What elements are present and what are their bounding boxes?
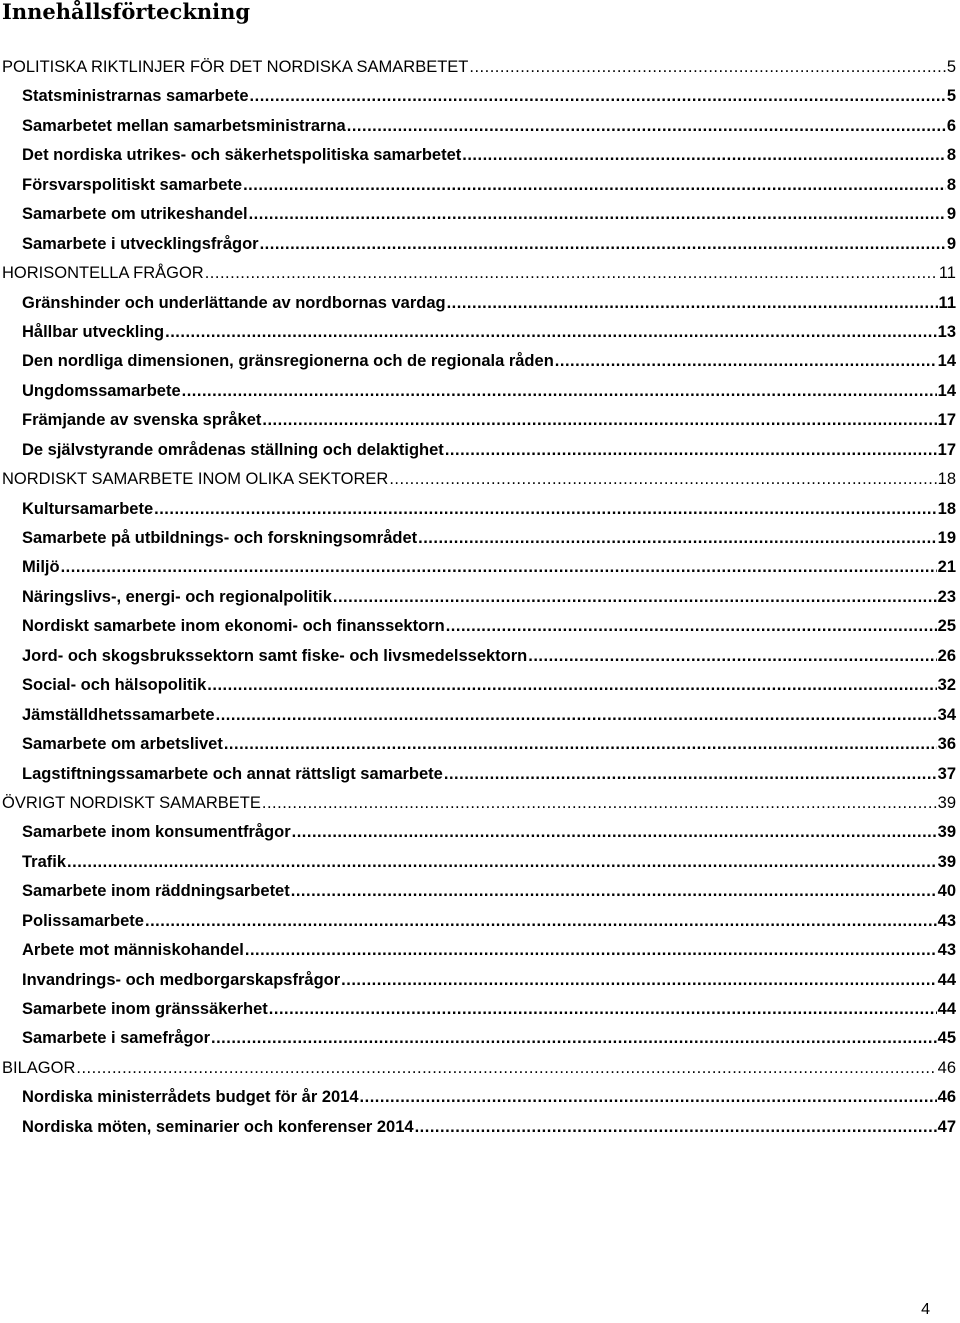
toc-entry-label: Jämställdhetssamarbete bbox=[22, 705, 215, 724]
toc-subsection-entry[interactable] bbox=[0, 436, 960, 465]
dot-leader bbox=[245, 936, 937, 965]
toc-entry-label: Samarbete på utbildnings- och forskningsområdet bbox=[22, 529, 418, 547]
dot-leader bbox=[145, 907, 937, 936]
toc-entry-label: Trafik bbox=[22, 852, 67, 871]
toc-entry-page-number: 5 bbox=[946, 58, 956, 76]
toc-section-entry[interactable] bbox=[0, 53, 960, 82]
toc-entry-label: POLITISKA RIKTLINJER FÖR DET NORDISKA SAMARBETET bbox=[2, 58, 469, 76]
toc-entry-page-number: 25 bbox=[937, 617, 956, 636]
toc-section-entry[interactable] bbox=[0, 1054, 960, 1083]
toc-entry-page-number: 6 bbox=[946, 116, 956, 135]
toc-subsection-entry[interactable] bbox=[0, 406, 960, 435]
toc-entry-page-number: 37 bbox=[937, 764, 956, 783]
toc-subsection-entry[interactable] bbox=[0, 1083, 960, 1112]
toc-entry-label: Samarbete om arbetslivet bbox=[22, 735, 223, 754]
toc-subsection-entry[interactable] bbox=[0, 995, 960, 1024]
toc-entry-page-number: 23 bbox=[937, 587, 956, 606]
dot-leader bbox=[446, 612, 937, 641]
toc-entry-page-number: 14 bbox=[937, 352, 956, 371]
toc-entry-page-number: 14 bbox=[937, 381, 956, 400]
dot-leader bbox=[205, 259, 938, 288]
toc-subsection-entry[interactable] bbox=[0, 907, 960, 936]
toc-subsection-entry[interactable] bbox=[0, 82, 960, 111]
dot-leader bbox=[250, 82, 946, 111]
toc-entry-page-number: 47 bbox=[937, 1117, 956, 1136]
toc-entry-label: Samarbete i utvecklingsfrågor bbox=[22, 234, 259, 253]
toc-entry-page-number: 21 bbox=[937, 558, 956, 577]
toc-entry-page-number: 40 bbox=[937, 882, 956, 901]
toc-entry-page-number: 13 bbox=[937, 322, 956, 341]
toc-entry-label: Näringslivs-, energi- och regionalpolitik bbox=[22, 587, 332, 606]
toc-entry-label: Polissamarbete bbox=[22, 911, 144, 930]
toc-entry-label: NORDISKT SAMARBETE INOM OLIKA SEKTORER bbox=[2, 470, 389, 489]
dot-leader bbox=[224, 730, 937, 759]
toc-entry-page-number: 39 bbox=[937, 793, 956, 812]
toc-entry-page-number: 19 bbox=[937, 529, 956, 547]
toc-subsection-entry[interactable] bbox=[0, 877, 960, 906]
toc-entry-page-number: 43 bbox=[937, 911, 956, 930]
dot-leader bbox=[418, 524, 937, 553]
toc-subsection-entry[interactable] bbox=[0, 289, 960, 318]
dot-leader bbox=[292, 818, 937, 847]
toc-entry-label: Kultursamarbete bbox=[22, 499, 154, 518]
toc-entry-page-number: 11 bbox=[938, 264, 956, 283]
toc-subsection-entry[interactable] bbox=[0, 936, 960, 965]
toc-entry-page-number: 17 bbox=[937, 440, 956, 459]
toc-entry-page-number: 44 bbox=[937, 970, 956, 989]
toc-subsection-entry[interactable] bbox=[0, 1024, 960, 1053]
dot-leader bbox=[262, 406, 936, 435]
toc-entry-label: BILAGOR bbox=[2, 1058, 76, 1077]
toc-section-entry[interactable] bbox=[0, 259, 960, 288]
toc-entry-label: HORISONTELLA FRÅGOR bbox=[2, 264, 204, 283]
toc-entry-label: ÖVRIGT NORDISKT SAMARBETE bbox=[2, 793, 261, 812]
toc-subsection-entry[interactable] bbox=[0, 642, 960, 671]
toc-subsection-entry[interactable] bbox=[0, 495, 960, 524]
toc-entry-page-number: 8 bbox=[946, 146, 956, 165]
toc-entry-label: Arbete mot människohandel bbox=[22, 941, 244, 960]
dot-leader bbox=[291, 877, 937, 906]
toc-entry-page-number: 11 bbox=[938, 293, 956, 312]
toc-subsection-entry[interactable] bbox=[0, 524, 960, 553]
toc-entry-page-number: 46 bbox=[937, 1088, 956, 1107]
dot-leader bbox=[389, 465, 936, 494]
dot-leader bbox=[76, 1054, 936, 1083]
dot-leader bbox=[444, 760, 937, 789]
toc-section-entry[interactable] bbox=[0, 465, 960, 494]
toc-entry-label: Det nordiska utrikes- och säkerhetspolitiska samarbetet bbox=[22, 146, 462, 165]
dot-leader bbox=[260, 230, 946, 259]
dot-leader bbox=[347, 112, 946, 141]
dot-leader bbox=[154, 495, 937, 524]
toc-entry-page-number: 8 bbox=[946, 175, 956, 194]
toc-entry-page-number: 18 bbox=[937, 470, 956, 489]
dot-leader bbox=[216, 701, 937, 730]
toc-entry-label: Samarbete om utrikeshandel bbox=[22, 205, 248, 224]
toc-entry-page-number: 39 bbox=[937, 852, 956, 871]
dot-leader bbox=[249, 200, 946, 229]
toc-entry-page-number: 44 bbox=[937, 1000, 956, 1018]
dot-leader bbox=[182, 377, 937, 406]
toc-entry-label: Samarbetet mellan samarbetsministrarna bbox=[22, 116, 346, 135]
toc-entry-page-number: 43 bbox=[937, 941, 956, 960]
toc-subsection-entry[interactable] bbox=[0, 1113, 960, 1142]
toc-entry-page-number: 45 bbox=[937, 1029, 956, 1048]
toc-entry-label: Försvarspolitiskt samarbete bbox=[22, 175, 243, 194]
toc-entry-label: Samarbete inom konsumentfrågor bbox=[22, 823, 291, 842]
toc-entry-label: Nordiskt samarbete inom ekonomi- och finanssektorn bbox=[22, 617, 445, 636]
toc-subsection-entry[interactable] bbox=[0, 230, 960, 259]
toc-subsection-entry[interactable] bbox=[0, 171, 960, 200]
toc-subsection-entry[interactable] bbox=[0, 671, 960, 700]
toc-entry-label: Invandrings- och medborgarskapsfrågor bbox=[22, 970, 341, 989]
table-of-contents bbox=[0, 53, 960, 1142]
toc-entry-page-number: 9 bbox=[946, 205, 956, 224]
toc-entry-label: Social- och hälsopolitik bbox=[22, 676, 207, 695]
toc-entry-page-number: 46 bbox=[937, 1058, 956, 1077]
dot-leader bbox=[469, 53, 945, 82]
toc-entry-page-number: 36 bbox=[937, 735, 956, 754]
toc-entry-label: De självstyrande områdenas ställning och delaktighet bbox=[22, 440, 444, 459]
toc-entry-label: Jord- och skogsbrukssektorn samt fiske- och livsmedelssektorn bbox=[22, 646, 528, 665]
toc-subsection-entry[interactable] bbox=[0, 377, 960, 406]
toc-subsection-entry[interactable] bbox=[0, 553, 960, 582]
toc-entry-label: Nordiska ministerrådets budget för år 2014 bbox=[22, 1088, 359, 1107]
toc-subsection-entry[interactable] bbox=[0, 966, 960, 995]
dot-leader bbox=[67, 848, 937, 877]
page-number: 4 bbox=[921, 1301, 930, 1318]
dot-leader bbox=[333, 583, 937, 612]
toc-entry-page-number: 34 bbox=[937, 705, 956, 724]
dot-leader bbox=[360, 1083, 937, 1112]
toc-entry-label: Främjande av svenska språket bbox=[22, 411, 262, 430]
dot-leader bbox=[445, 436, 937, 465]
toc-section-entry[interactable] bbox=[0, 789, 960, 818]
toc-subsection-entry[interactable] bbox=[0, 730, 960, 759]
toc-subsection-entry[interactable] bbox=[0, 112, 960, 141]
toc-entry-page-number: 18 bbox=[937, 499, 956, 518]
dot-leader bbox=[211, 1024, 937, 1053]
toc-entry-label: Statsministrarnas samarbete bbox=[22, 87, 249, 106]
toc-entry-label: Samarbete inom gränssäkerhet bbox=[22, 1000, 268, 1018]
toc-subsection-entry[interactable] bbox=[0, 818, 960, 847]
toc-entry-label: Hållbar utveckling bbox=[22, 322, 165, 341]
toc-entry-page-number: 5 bbox=[946, 87, 956, 106]
toc-subsection-entry[interactable] bbox=[0, 612, 960, 641]
toc-entry-page-number: 39 bbox=[937, 823, 956, 842]
page-title: Innehållsförteckning bbox=[2, 0, 251, 24]
dot-leader bbox=[207, 671, 936, 700]
dot-leader bbox=[462, 141, 946, 170]
toc-subsection-entry[interactable] bbox=[0, 760, 960, 789]
toc-subsection-entry[interactable] bbox=[0, 848, 960, 877]
dot-leader bbox=[165, 318, 937, 347]
toc-entry-page-number: 32 bbox=[937, 676, 956, 695]
toc-entry-page-number: 9 bbox=[946, 234, 956, 253]
toc-subsection-entry[interactable] bbox=[0, 318, 960, 347]
toc-entry-label: Nordiska möten, seminarier och konferenser 2014 bbox=[22, 1117, 414, 1136]
toc-entry-label: Samarbete inom räddningsarbetet bbox=[22, 882, 290, 901]
dot-leader bbox=[528, 642, 936, 671]
toc-subsection-entry[interactable] bbox=[0, 583, 960, 612]
dot-leader bbox=[447, 289, 938, 318]
dot-leader bbox=[269, 995, 937, 1024]
toc-subsection-entry[interactable] bbox=[0, 200, 960, 229]
dot-leader bbox=[243, 171, 946, 200]
dot-leader bbox=[341, 966, 936, 995]
dot-leader bbox=[555, 347, 937, 376]
toc-entry-label: Lagstiftningssamarbete och annat rättsligt samarbete bbox=[22, 764, 443, 783]
toc-entry-page-number: 26 bbox=[937, 646, 956, 665]
toc-entry-label: Miljö bbox=[22, 558, 60, 577]
toc-entry-label: Den nordliga dimensionen, gränsregionerna och de regionala råden bbox=[22, 352, 554, 371]
dot-leader bbox=[262, 789, 937, 818]
dot-leader bbox=[61, 553, 937, 582]
dot-leader bbox=[415, 1113, 937, 1142]
toc-subsection-entry[interactable] bbox=[0, 141, 960, 170]
toc-entry-page-number: 17 bbox=[937, 411, 956, 430]
toc-entry-label: Samarbete i samefrågor bbox=[22, 1029, 211, 1048]
toc-entry-label: Ungdomssamarbete bbox=[22, 381, 181, 400]
toc-subsection-entry[interactable] bbox=[0, 701, 960, 730]
toc-entry-label: Gränshinder och underlättande av nordbornas vardag bbox=[22, 293, 446, 312]
toc-subsection-entry[interactable] bbox=[0, 347, 960, 376]
